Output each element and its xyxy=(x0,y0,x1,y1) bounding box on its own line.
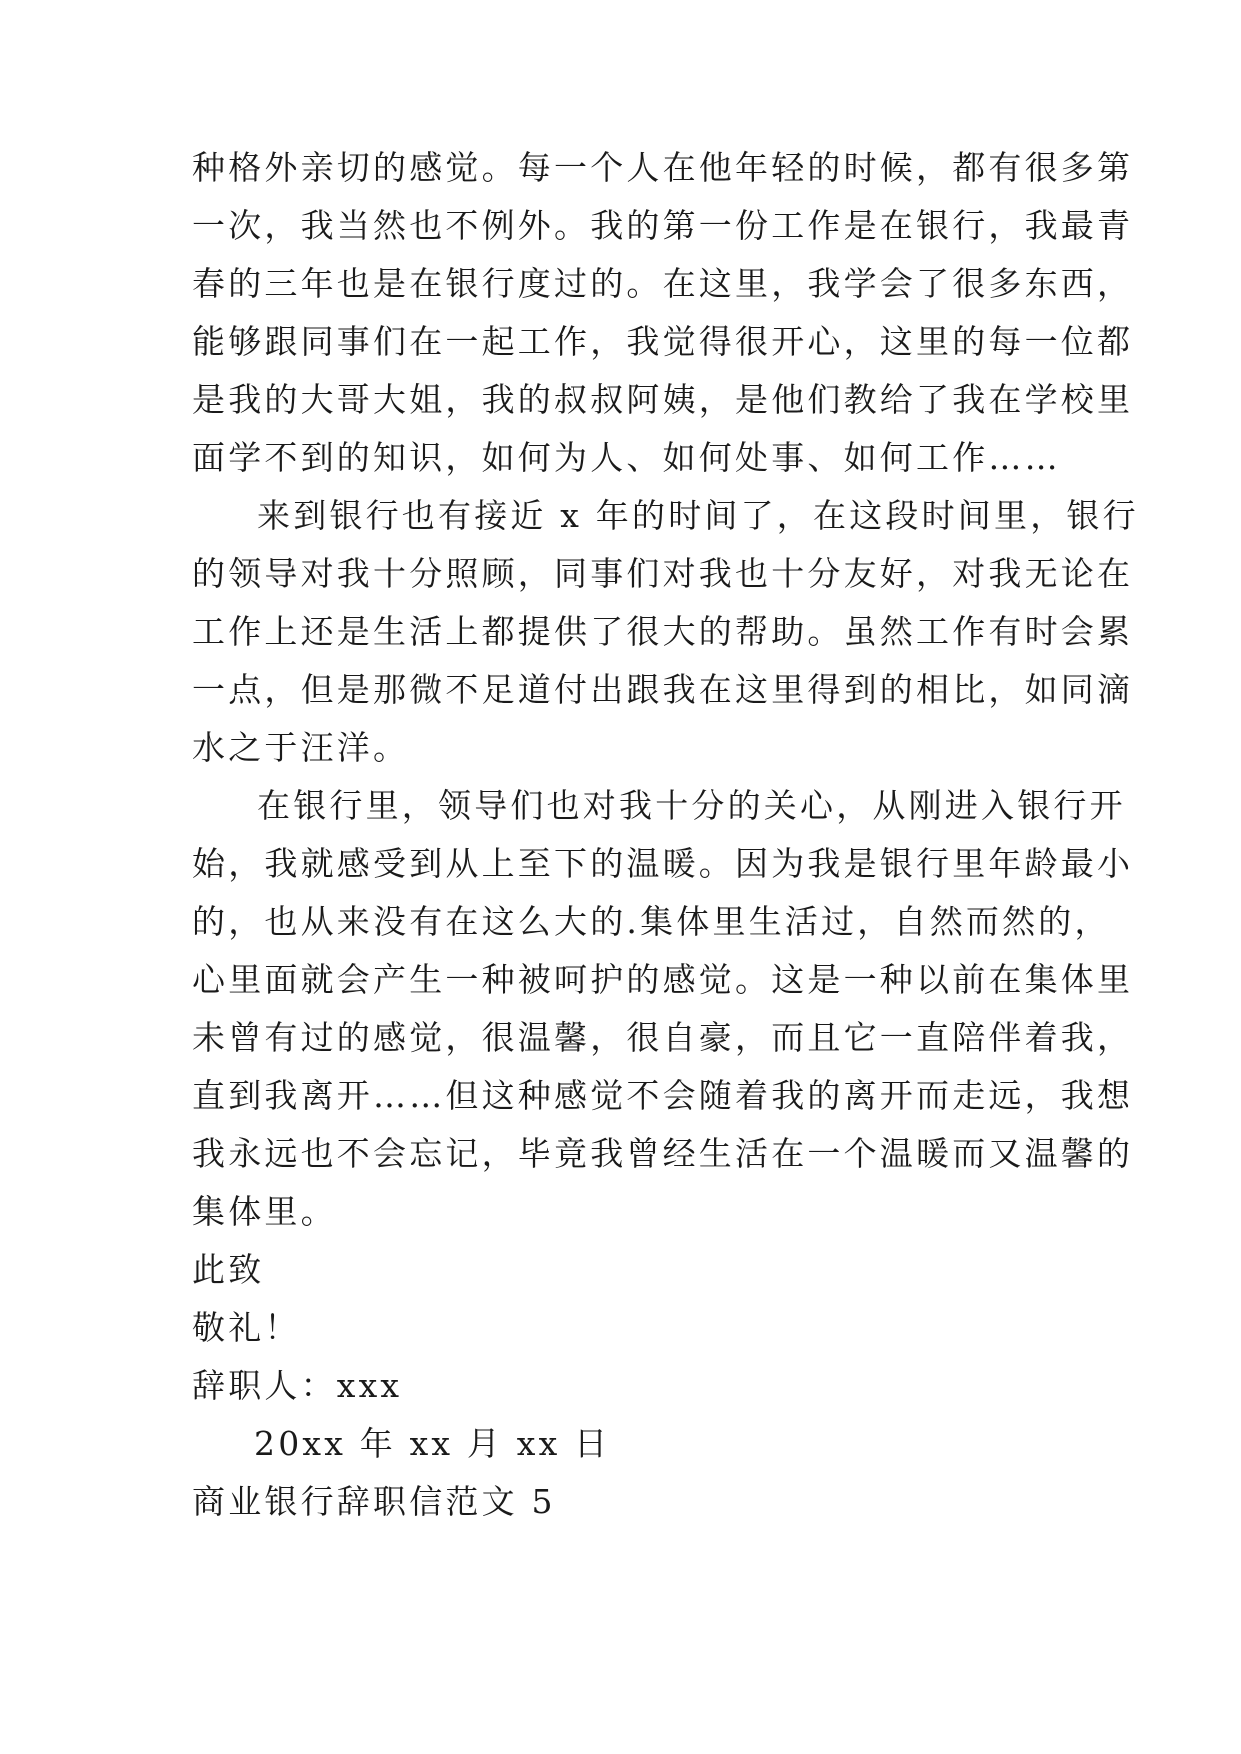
paragraph-line: 始，我就感受到从上至下的温暖。因为我是银行里年龄最小 xyxy=(192,844,1134,883)
paragraph-line: 种格外亲切的感觉。每一个人在他年轻的时候，都有很多第 xyxy=(192,148,1134,187)
paragraph-line: 在银行里，领导们也对我十分的关心，从刚进入银行开 xyxy=(257,786,1126,825)
paragraph-line: 是我的大哥大姐，我的叔叔阿姨，是他们教给了我在学校里 xyxy=(192,380,1134,419)
paragraph-line: 面学不到的知识，如何为人、如何处事、如何工作…… xyxy=(192,438,1061,477)
paragraph-line: 心里面就会产生一种被呵护的感觉。这是一种以前在集体里 xyxy=(192,960,1134,999)
paragraph-line: 春的三年也是在银行度过的。在这里，我学会了很多东西， xyxy=(192,264,1134,303)
paragraph-line: 水之于汪洋。 xyxy=(192,728,410,767)
paragraph-line: 的领导对我十分照顾，同事们对我也十分友好，对我无论在 xyxy=(192,554,1134,593)
paragraph-line: 的，也从来没有在这么大的.集体里生活过，自然而然的， xyxy=(192,902,1111,941)
paragraph-line: 能够跟同事们在一起工作，我觉得很开心，这里的每一位都 xyxy=(192,322,1134,361)
paragraph-line: 未曾有过的感觉，很温馨，很自豪，而且它一直陪伴着我， xyxy=(192,1018,1134,1057)
date-text: 20xx 年 xx 月 xx 日 xyxy=(254,1424,611,1463)
paragraph-line: 一点，但是那微不足道付出跟我在这里得到的相比，如同滴 xyxy=(192,670,1134,709)
paragraph-line: 我永远也不会忘记，毕竟我曾经生活在一个温暖而又温馨的 xyxy=(192,1134,1134,1173)
signature-text: 辞职人：xxx xyxy=(192,1366,403,1405)
paragraph-line: 来到银行也有接近 x 年的时间了，在这段时间里，银行 xyxy=(257,496,1139,535)
paragraph-line: 工作上还是生活上都提供了很大的帮助。虽然工作有时会累 xyxy=(192,612,1134,651)
closing-text: 此致 xyxy=(192,1250,265,1289)
paragraph-line: 直到我离开……但这种感觉不会随着我的离开而走远，我想 xyxy=(192,1076,1134,1115)
paragraph-line: 一次，我当然也不例外。我的第一份工作是在银行，我最青 xyxy=(192,206,1134,245)
document-page xyxy=(192,0,1139,1754)
paragraph-line: 集体里。 xyxy=(192,1192,337,1231)
next-section-title: 商业银行辞职信范文 5 xyxy=(192,1482,556,1521)
salute-text: 敬礼！ xyxy=(192,1308,301,1347)
